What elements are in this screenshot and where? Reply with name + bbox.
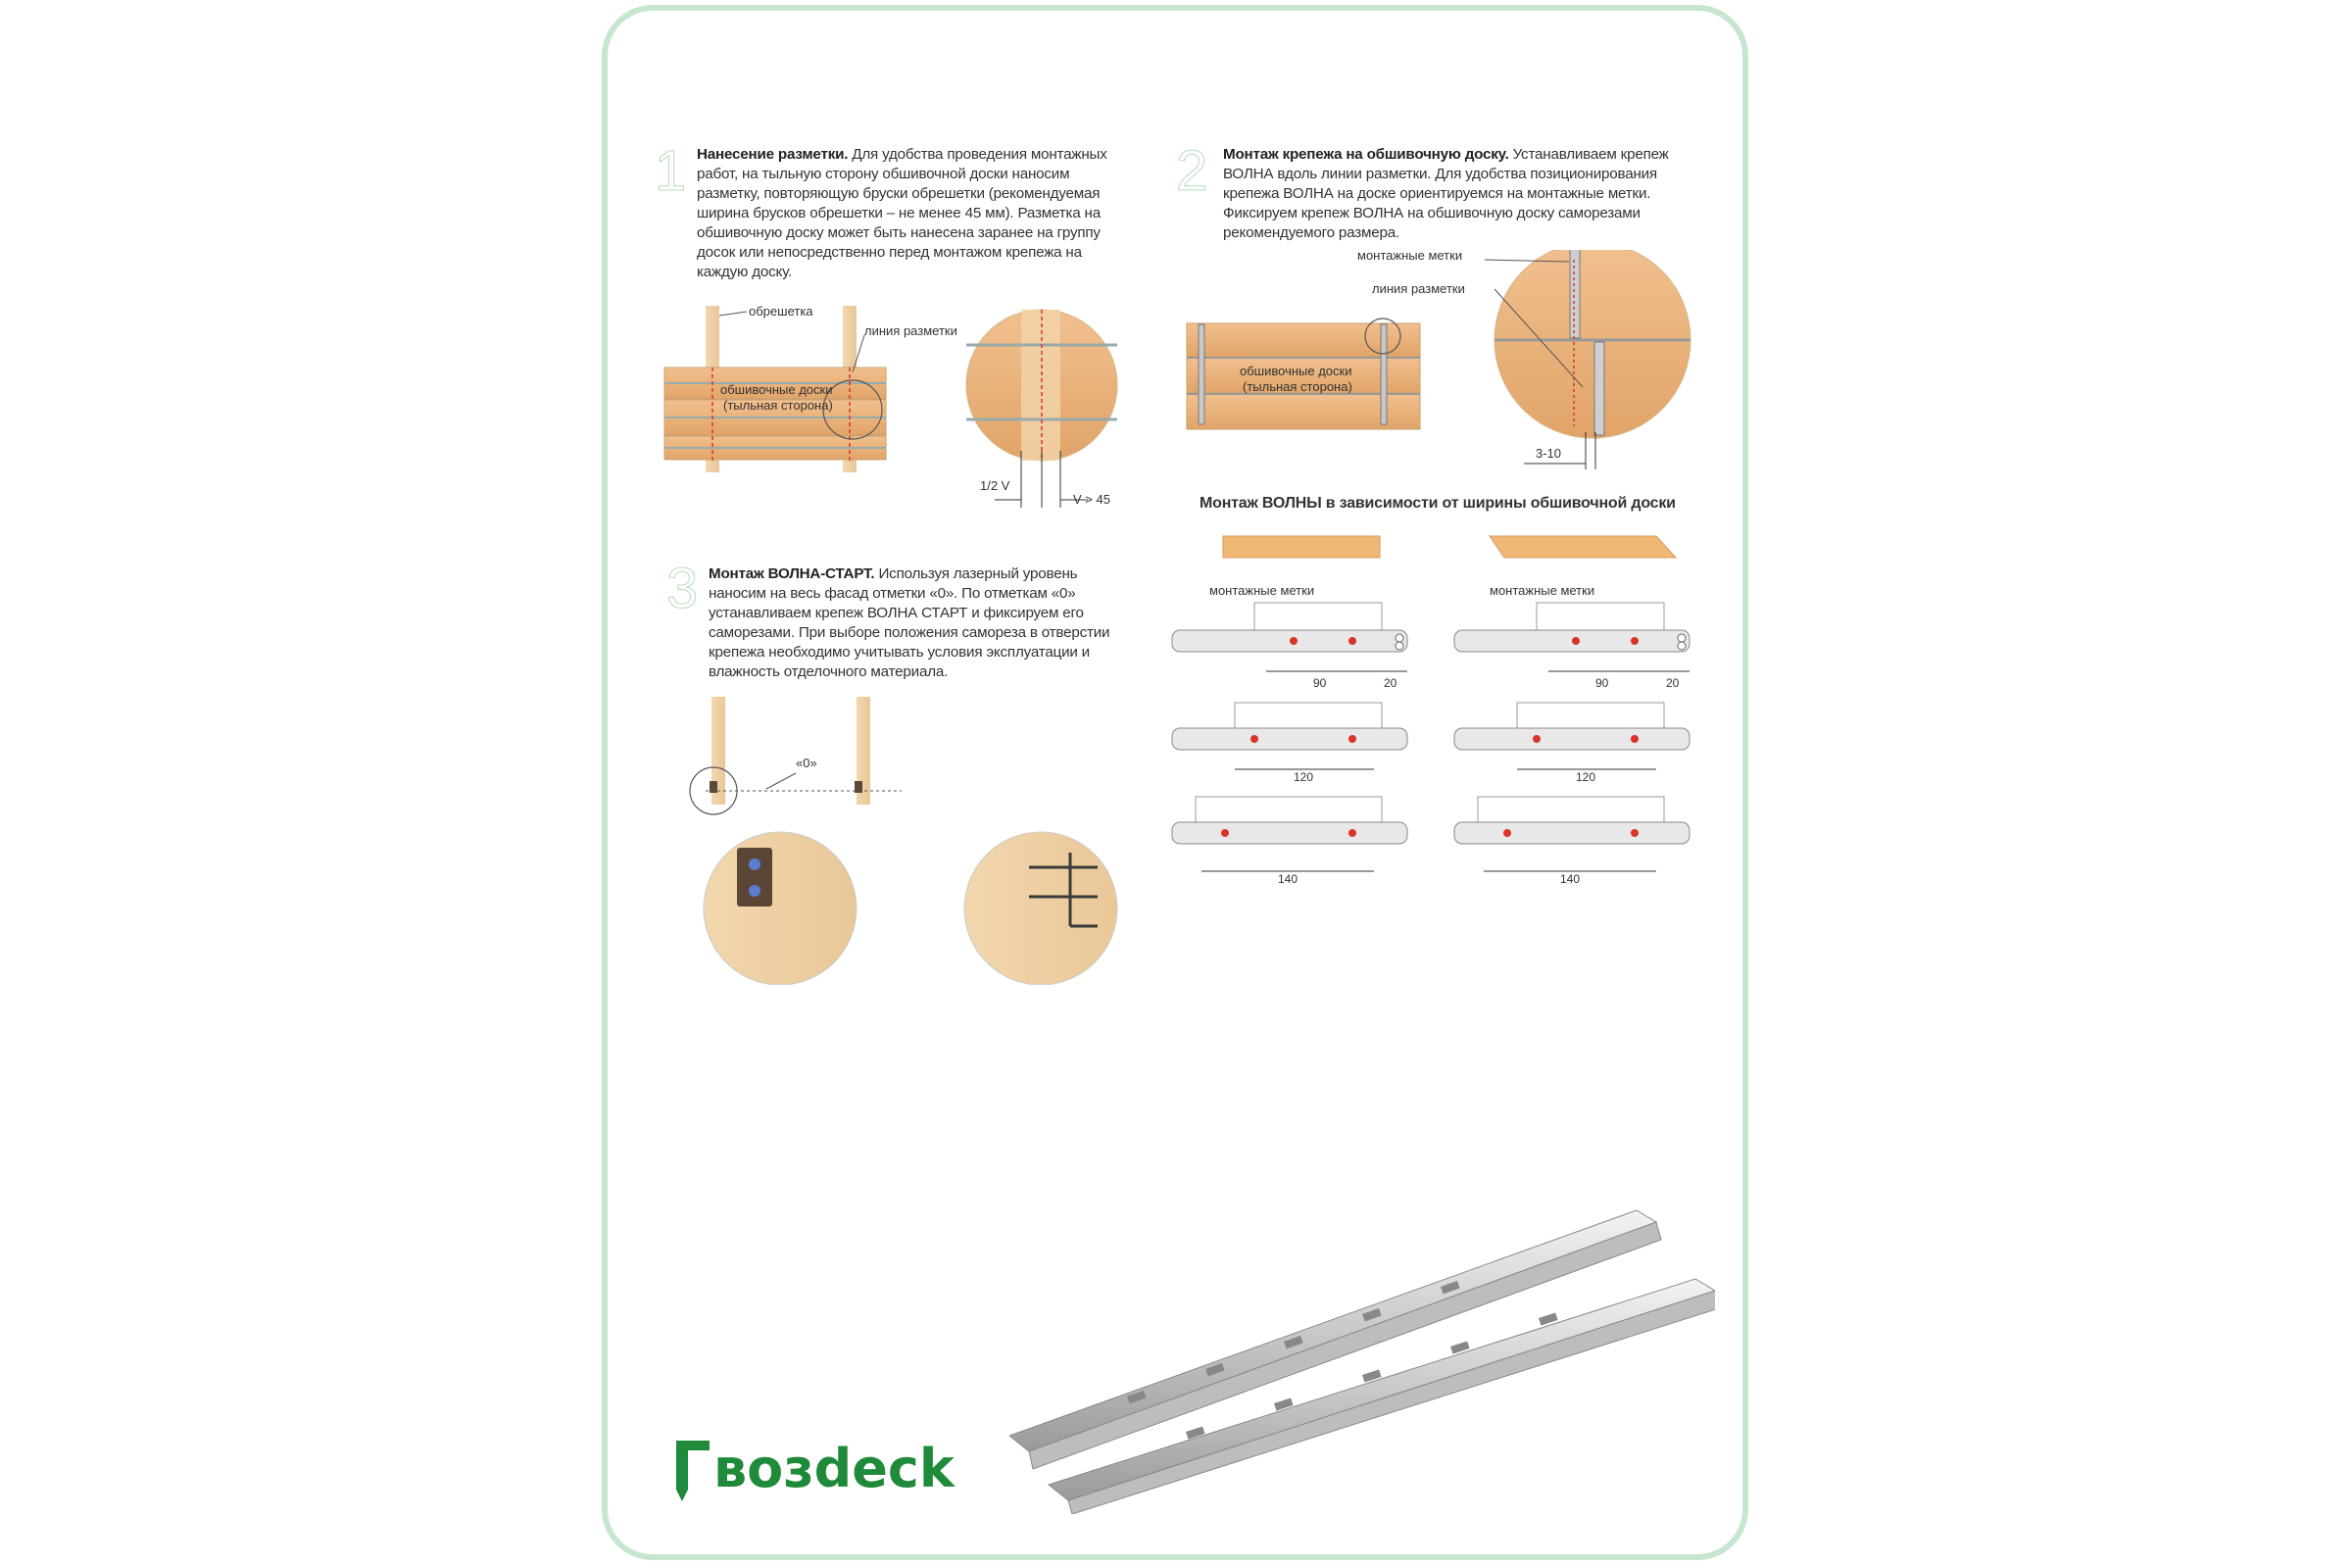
label-marking-line-2: линия разметки [1372, 281, 1465, 296]
dim-140-left: 140 [1278, 872, 1298, 886]
dim-20-left: 20 [1384, 676, 1397, 690]
label-zero: «0» [796, 756, 817, 770]
label-marking-line: линия разметки [864, 323, 957, 338]
label-boards-2b: (тыльная сторона) [1243, 379, 1352, 394]
dim-120-left: 120 [1294, 770, 1314, 784]
brand-logo [672, 1429, 955, 1507]
label-mount-marks-left: монтажные метки [1209, 583, 1315, 598]
step-3-body: Используя лазерный уровень наносим на весь фасад отметки «0». По отметкам «0» устанавливаем крепеж ВОЛНА СТАРТ и фиксируем его саморезами. При выборе положения самореза в отверстии крепежа необходимо учитывать условия эксплуатации и влажность отделочного материала. [709, 565, 1110, 680]
width-section-title: Монтаж ВОЛНЫ в зависимости от ширины обшивочной доски [1200, 495, 1676, 512]
brand-name: возdeck [713, 1437, 955, 1499]
step-1-title: Нанесение разметки. [697, 146, 849, 163]
step-2-body: Устанавливаем крепеж ВОЛНА вдоль линии разметки. Для удобства позиционирования крепежа ВОЛНА на доске ориентируемся на монтажные метки. Фиксируем крепеж ВОЛНА на обшивочную доску саморезами рекомендуемого размера. [1223, 146, 1669, 241]
step-3-text [709, 564, 1120, 682]
step-2-text [1223, 145, 1713, 243]
step-2-number: 2 [1176, 139, 1208, 203]
dim-120-right: 120 [1576, 770, 1596, 784]
step-1-number: 1 [655, 139, 687, 203]
label-boards-2: (тыльная сторона) [723, 398, 833, 413]
board-profile-right [1490, 536, 1676, 558]
dim-140-right: 140 [1560, 872, 1581, 886]
step-3-number: 3 [666, 557, 699, 620]
dim-90-right: 90 [1595, 676, 1609, 690]
step-3-diagram [686, 691, 1137, 985]
dim-90-left: 90 [1313, 676, 1327, 690]
label-gap: 3-10 [1536, 446, 1562, 461]
dim-20-right: 20 [1666, 676, 1680, 690]
label-mount-marks-right: монтажные метки [1490, 583, 1595, 598]
step-1-text [697, 145, 1108, 282]
step-3-title: Монтаж ВОЛНА-СТАРТ. [709, 565, 875, 582]
width-section-diagram [1166, 524, 1715, 897]
step-1-diagram [657, 294, 1127, 549]
step-2-title: Монтаж крепежа на обшивочную доску. [1223, 146, 1509, 163]
label-half-v: 1/2 V [980, 478, 1010, 493]
label-batten: обрешетка [749, 304, 813, 318]
label-v-gt: V > 45 [1073, 492, 1110, 507]
step-2-diagram [1171, 250, 1720, 485]
label-mount-marks: монтажные метки [1357, 250, 1463, 263]
brand-nail-icon [672, 1433, 713, 1503]
metal-profiles-image [1009, 1200, 1715, 1514]
label-boards-1: обшивочные доски [720, 382, 833, 397]
label-boards-1b: обшивочные доски [1240, 364, 1352, 378]
board-profile-left [1223, 536, 1380, 558]
step-1-body: Для удобства проведения монтажных работ, на тыльную сторону обшивочной доски наносим разметку, повторяющую бруски обрешетки (рекомендуемая ширина брусков обрешетки – не менее 45 мм). Разметка на обшивочную доску может быть нанесена заранее на группу досок или непосредственно перед монтажом крепежа на каждую доску. [697, 146, 1107, 280]
